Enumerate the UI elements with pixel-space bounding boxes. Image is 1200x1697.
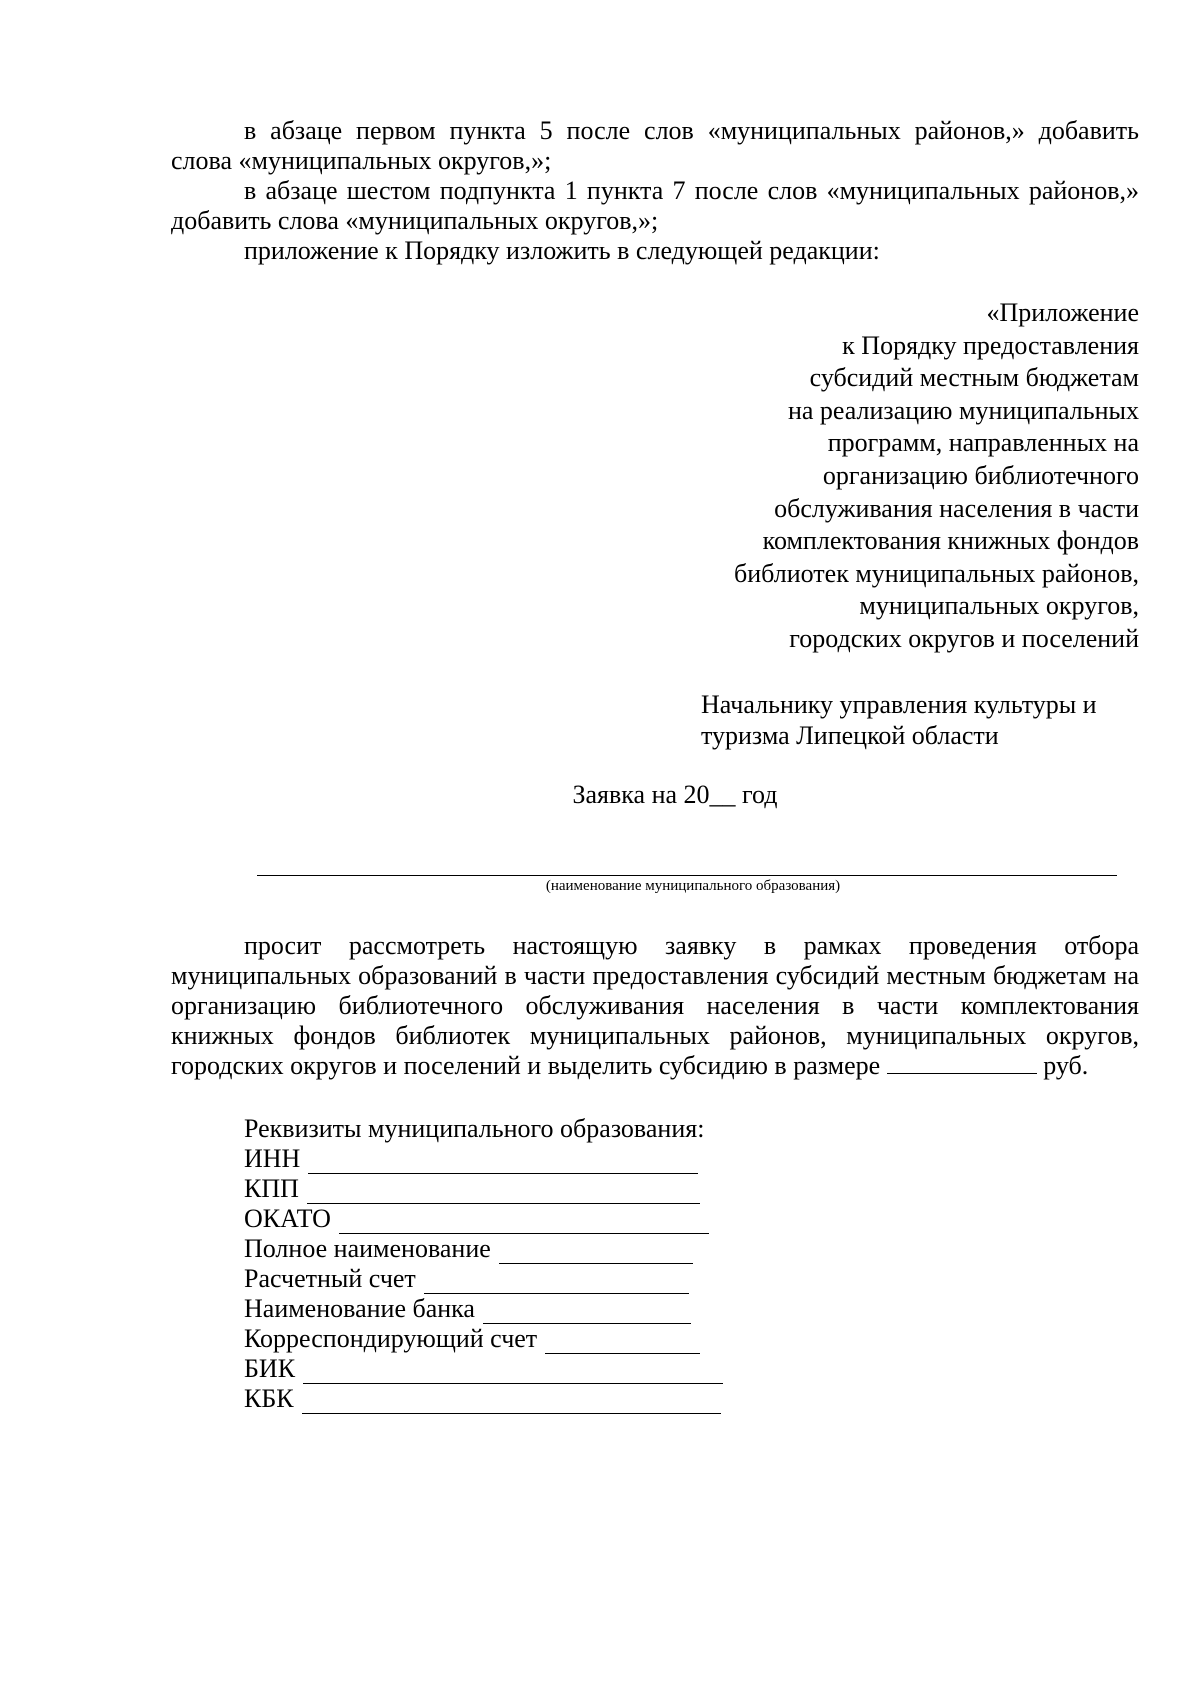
corr-account-field[interactable]	[545, 1331, 700, 1354]
requisite-row-account	[244, 1264, 1139, 1294]
requisite-label: Полное наименование	[244, 1233, 491, 1263]
requisites-heading: Реквизиты муниципального образования:	[244, 1113, 705, 1143]
requisite-row-corr-account	[244, 1324, 1139, 1354]
appendix-line: к Порядку предоставления	[842, 330, 1139, 360]
requisite-label: БИК	[244, 1353, 296, 1383]
requisite-label: Расчетный счет	[244, 1263, 416, 1293]
requisites-block	[244, 1114, 1139, 1414]
kpp-field[interactable]	[307, 1181, 700, 1204]
requisite-label: Наименование банка	[244, 1293, 475, 1323]
account-field[interactable]	[424, 1271, 689, 1294]
appendix-line: городских округов и поселений	[789, 623, 1139, 653]
requisite-row-okato	[244, 1204, 1139, 1234]
request-text: просит рассмотреть настоящую заявку в рамках проведения отбора муниципальных образований в части предоставления субсидий местным бюджетам на организацию библиотечного обслуживания населения в части комплектования книжных фондов библиотек муниципальных районов, муниципальных округов, городских округов и поселений и выделить субсидию в размере	[171, 930, 1139, 1080]
addressee-line-2: туризма Липецкой области	[701, 720, 999, 750]
request-paragraph	[171, 931, 1139, 1081]
inn-field[interactable]	[308, 1151, 698, 1174]
appendix-line: муниципальных округов,	[859, 591, 1139, 621]
subsidy-amount-field[interactable]	[887, 1053, 1037, 1074]
appendix-line: комплектования книжных фондов	[762, 526, 1139, 556]
appendix-line: библиотек муниципальных районов,	[734, 558, 1139, 588]
amendment-paragraph-3: приложение к Порядку изложить в следующей редакции:	[244, 236, 880, 265]
amendment-paragraph-1: в абзаце первом пункта 5 после слов «муниципальных районов,» добавить слова «муниципальных округов,»;	[171, 116, 1139, 175]
document-page	[171, 116, 1139, 1414]
bank-name-field[interactable]	[483, 1301, 691, 1324]
requisite-label: Корреспондирующий счет	[244, 1323, 538, 1353]
full-name-field[interactable]	[499, 1241, 693, 1264]
okato-field[interactable]	[339, 1211, 709, 1234]
municipal-name-field[interactable]	[257, 853, 1117, 876]
requisite-row-full-name	[244, 1234, 1139, 1264]
requisite-row-bank	[244, 1294, 1139, 1324]
application-title: Заявка на 20__ год	[572, 779, 778, 809]
addressee-block	[701, 689, 1139, 751]
bik-field[interactable]	[303, 1361, 723, 1384]
requisite-row-kpp	[244, 1174, 1139, 1204]
appendix-line: организацию библиотечного	[822, 460, 1139, 490]
appendix-line: программ, направленных на	[827, 428, 1139, 458]
requisite-label: КПП	[244, 1173, 299, 1203]
addressee-line-1: Начальнику управления культуры и	[701, 689, 1097, 719]
request-unit: руб.	[1043, 1050, 1089, 1080]
appendix-line: «Приложение	[986, 298, 1139, 327]
requisite-label: ОКАТО	[244, 1203, 331, 1233]
appendix-line: обслуживания населения в части	[774, 493, 1139, 523]
municipal-name-caption: (наименование муниципального образования)	[545, 877, 841, 894]
requisite-label: ИНН	[244, 1143, 301, 1173]
appendix-header	[171, 297, 1139, 656]
kbk-field[interactable]	[302, 1391, 721, 1414]
requisite-label: КБК	[244, 1383, 294, 1413]
amendment-paragraph-2: в абзаце шестом подпункта 1 пункта 7 после слов «муниципальных районов,» добавить слова «муниципальных округов,»;	[171, 176, 1139, 235]
appendix-line: на реализацию муниципальных	[787, 395, 1139, 425]
requisite-row-kbk	[244, 1384, 1139, 1414]
municipal-name-block	[257, 853, 1117, 896]
appendix-line: субсидий местным бюджетам	[809, 363, 1139, 393]
requisite-row-bik	[244, 1354, 1139, 1384]
requisite-row-inn	[244, 1144, 1139, 1174]
